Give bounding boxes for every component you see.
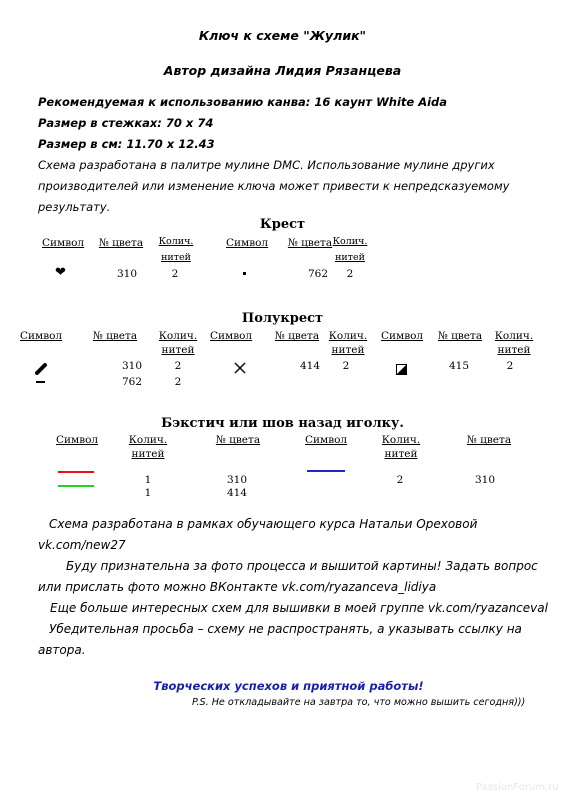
back-header-count-1b: нитей <box>131 448 165 460</box>
back-count-1: 1 <box>144 474 152 486</box>
request-line-2: автора. <box>38 643 86 657</box>
half-header-count-2a: Колич. <box>328 330 368 342</box>
half-header-color-2: № цвета <box>274 330 320 342</box>
back-count-3: 2 <box>396 474 404 486</box>
group-line: Еще больше интересных схем для вышивки в моей группе vk.com/ryazanceval <box>50 601 548 615</box>
half-color-4: 415 <box>448 360 470 372</box>
half-cross-section-title: Полукрест <box>241 311 324 326</box>
heart-icon: ❤ <box>55 265 66 280</box>
half-header-symbol-3: Символ <box>381 330 424 342</box>
half-header-count-3a: Колич. <box>494 330 534 342</box>
half-count-2: 2 <box>174 376 182 388</box>
x-cross-icon <box>234 359 246 378</box>
cross-header-count-1: Колич. <box>158 236 194 247</box>
back-header-count-2a: Колич. <box>381 434 421 446</box>
half-header-count-2b: нитей <box>331 344 365 356</box>
watermark: PassionForum.ru <box>476 782 559 793</box>
thanks-line-2: или прислать фото можно ВКонтакте vk.com/ryazanceva_lidiya <box>38 580 437 594</box>
green-line-icon <box>58 485 94 487</box>
cross-color-1: 310 <box>116 268 138 280</box>
back-color-3: 310 <box>474 474 496 486</box>
blue-line-icon <box>307 470 345 472</box>
back-color-2: 414 <box>226 487 248 499</box>
ps-line: P.S. Не откладывайте на завтра то, что можно вышить сегодня))) <box>192 697 526 708</box>
cross-header-symbol: Символ <box>42 237 85 249</box>
page-title: Ключ к схеме "Жулик" <box>198 28 367 43</box>
back-count-2: 1 <box>144 487 152 499</box>
half-header-count-1b: нитей <box>161 344 195 356</box>
half-count-3: 2 <box>342 360 350 372</box>
back-header-count-1a: Колич. <box>128 434 168 446</box>
back-header-color-2: № цвета <box>466 434 512 446</box>
cross-header-color-2: № цвета <box>287 237 333 249</box>
half-header-count-1a: Колич. <box>158 330 198 342</box>
back-header-count-2b: нитей <box>384 448 418 460</box>
cross-header-count-2-b: нитей <box>335 252 365 263</box>
palette-line-1: Схема разработана в палитре мулине DMC. Использование мулине других <box>38 158 495 172</box>
course-line-2: vk.com/new27 <box>38 538 126 552</box>
half-filled-square-icon <box>396 360 407 379</box>
red-line-icon <box>58 471 94 473</box>
half-header-color-1: № цвета <box>92 330 138 342</box>
small-square-icon <box>243 272 246 275</box>
half-color-3: 414 <box>299 360 321 372</box>
cross-header-count-1-b: Колич. <box>332 236 368 247</box>
cross-color-2: 762 <box>307 268 329 280</box>
size-stitches-line: Размер в стежках: 70 х 74 <box>38 116 214 130</box>
cross-count-2: 2 <box>346 268 354 280</box>
course-line-1: Схема разработана в рамках обучающего курса Натальи Ореховой <box>49 517 478 531</box>
cross-header-color: № цвета <box>98 237 144 249</box>
wish-line: Творческих успехов и приятной работы! <box>153 679 424 693</box>
cross-count-1: 2 <box>171 268 179 280</box>
back-header-color-1: № цвета <box>215 434 261 446</box>
half-color-1: 310 <box>121 360 143 372</box>
size-cm-line: Размер в см: 11.70 х 12.43 <box>38 137 215 151</box>
diagonal-stroke-icon <box>35 360 47 379</box>
half-header-color-3: № цвета <box>437 330 483 342</box>
request-line-1: Убедительная просьба – схему не распространять, а указывать ссылку на <box>49 622 522 636</box>
fabric-line: Рекомендуемая к использованию канва: 16 каунт White Aida <box>38 95 448 109</box>
half-header-symbol-2: Символ <box>210 330 253 342</box>
dash-icon <box>36 381 45 383</box>
back-color-1: 310 <box>226 474 248 486</box>
back-header-symbol-2: Символ <box>305 434 348 446</box>
cross-header-count-2: нитей <box>161 252 191 263</box>
half-count-4: 2 <box>506 360 514 372</box>
thanks-line-1: Буду признательна за фото процесса и вышитой картины! Задать вопрос <box>66 559 538 573</box>
backstitch-section-title: Бэкстич или шов назад иголку. <box>161 416 404 431</box>
author-line: Автор дизайна Лидия Рязанцева <box>163 63 402 78</box>
half-color-2: 762 <box>121 376 143 388</box>
half-header-count-3b: нитей <box>497 344 531 356</box>
cross-section-title: Крест <box>259 217 306 232</box>
half-count-1: 2 <box>174 360 182 372</box>
cross-header-symbol-2: Символ <box>226 237 269 249</box>
back-header-symbol-1: Символ <box>56 434 99 446</box>
palette-line-3: результату. <box>38 200 111 214</box>
palette-line-2: производителей или изменение ключа может привести к непредсказуемому <box>38 179 510 193</box>
half-header-symbol-1: Символ <box>20 330 63 342</box>
